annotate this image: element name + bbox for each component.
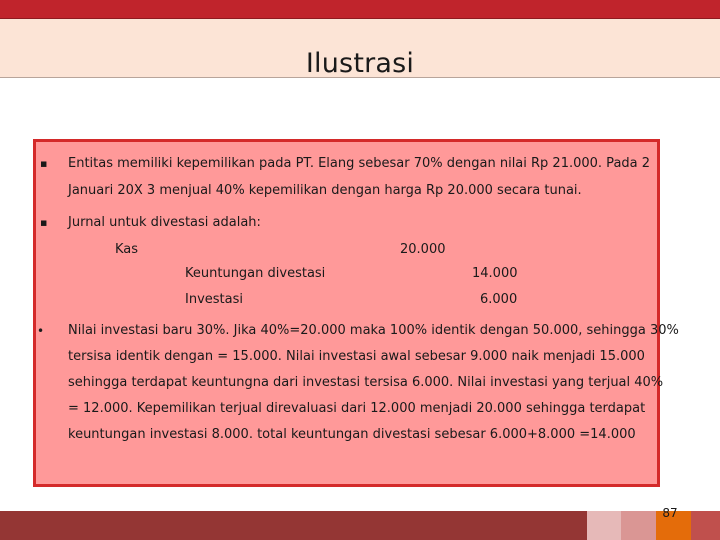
slide-title: Ilustrasi [305, 48, 415, 79]
footer-block [587, 511, 621, 540]
bullet3-line: Nilai investasi baru 30%. Jika 40%=20.000 maka 100% identik dengan 50.000, sehingga 30% [68, 323, 679, 338]
round-bullet-icon: • [37, 324, 45, 338]
square-bullet-icon: ▪ [40, 216, 48, 229]
journal-credit1-account: Keuntungan divestasi [185, 266, 326, 281]
top-accent-bar [0, 0, 720, 19]
page-number: 87 [662, 506, 678, 520]
bullet3-line: = 12.000. Kepemilikan terjual direvaluasi dari 12.000 menjadi 20.000 sehingga terdapat [68, 401, 646, 416]
journal-credit1-amount: 14.000 [472, 266, 518, 281]
journal-credit2-account: Investasi [185, 292, 243, 307]
bullet2-text: Jurnal untuk divestasi adalah: [68, 215, 261, 230]
journal-debit-amount: 20.000 [400, 242, 446, 257]
footer-block [621, 511, 656, 540]
footer-block [691, 511, 720, 540]
bullet3-line: sehingga terdapat keuntungna dari investasi tersisa 6.000. Nilai investasi yang terjual 40% [68, 375, 664, 390]
journal-debit-account: Kas [115, 242, 139, 257]
bullet3-line: tersisa identik dengan = 15.000. Nilai investasi awal sebesar 9.000 naik menjadi 15.000 [68, 349, 645, 364]
bullet3-line: keuntungan investasi 8.000. total keuntungan divestasi sebesar 6.000+8.000 =14.000 [68, 427, 636, 442]
journal-credit2-amount: 6.000 [480, 292, 518, 307]
bullet1-line1: Entitas memiliki kepemilikan pada PT. Elang sebesar 70% dengan nilai Rp 21.000. Pada 2 [68, 156, 651, 171]
square-bullet-icon: ▪ [40, 157, 48, 170]
bullet1-line2: Januari 20X 3 menjual 40% kepemilikan dengan harga Rp 20.000 secara tunai. [68, 183, 582, 198]
